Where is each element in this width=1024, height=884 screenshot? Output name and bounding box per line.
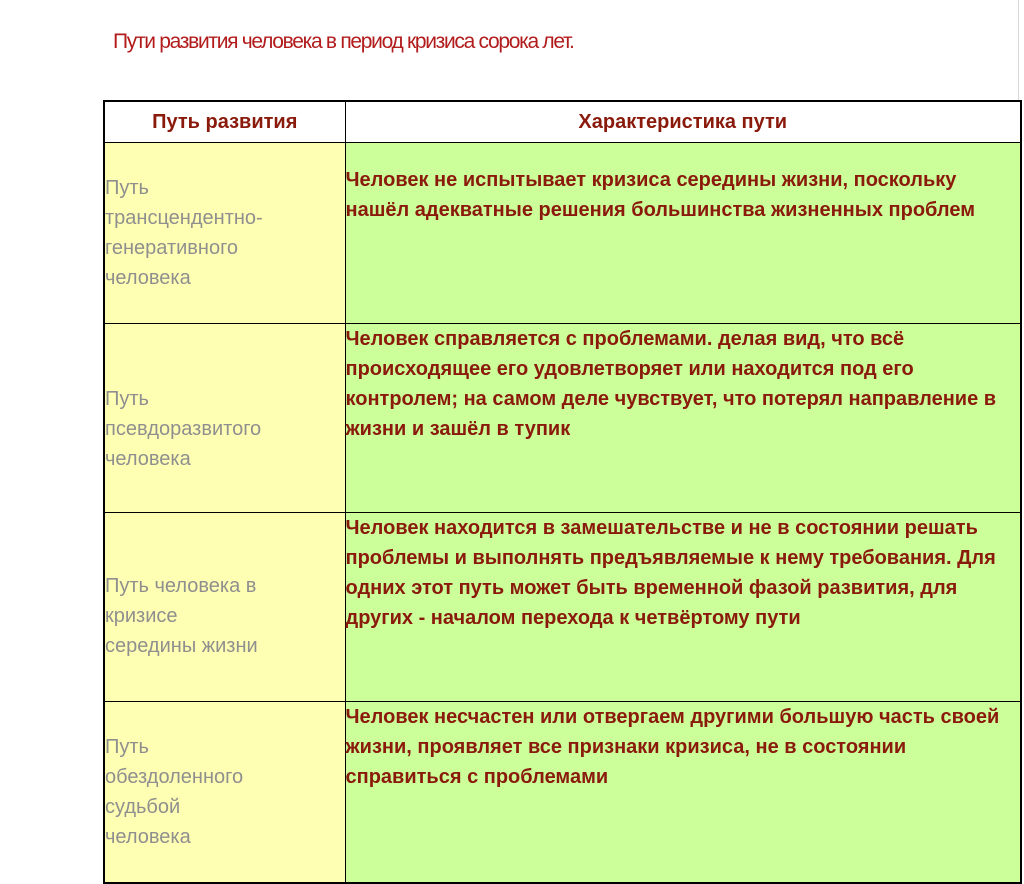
path-cell (104, 513, 345, 702)
path-description: Человек не испытывает кризиса середины жизни, поскольку нашёл адекватные решения большинства жизненных проблем (345, 169, 975, 221)
path-name: Путь трансцендентно- генеративного человека (105, 177, 263, 289)
description-cell (345, 143, 1021, 324)
description-cell (345, 702, 1021, 884)
path-description: Человек несчастен или отвергаем другими большую часть своей жизни, проявляет все признаки кризиса, не в состоянии справиться с проблемами (345, 706, 1000, 788)
header-path: Путь развития (104, 101, 345, 143)
table-row (104, 143, 1021, 324)
path-cell (104, 143, 345, 324)
description-cell (345, 513, 1021, 702)
header-characteristic: Характеристика пути (345, 101, 1021, 143)
paths-table (103, 100, 1022, 884)
path-description: Человек справляется с проблемами. делая вид, что всё происходящее его удовлетворяет или находится под его контролем; на самом деле чувствует, что потерял направление в жизни и зашёл в тупик (345, 328, 997, 440)
path-name: Путь псевдоразвитого человека (105, 388, 262, 470)
table-row (104, 702, 1021, 884)
table-row (104, 324, 1021, 513)
edge-divider (1018, 0, 1019, 100)
table-row (104, 513, 1021, 702)
description-cell (345, 324, 1021, 513)
path-cell (104, 324, 345, 513)
table-header-row (104, 101, 1021, 143)
path-description: Человек находится в замешательстве и не в состоянии решать проблемы и выполнять предъявляемые к нему требования. Для одних этот путь может быть временной фазой развития, для других - началом перехода к четвёртому пути (345, 517, 996, 629)
path-name: Путь человека в кризисе середины жизни (105, 575, 258, 657)
page-title: Пути развития человека в период кризиса сорока лет. (113, 30, 574, 53)
path-cell (104, 702, 345, 884)
path-name: Путь обездоленного судьбой человека (105, 736, 244, 848)
